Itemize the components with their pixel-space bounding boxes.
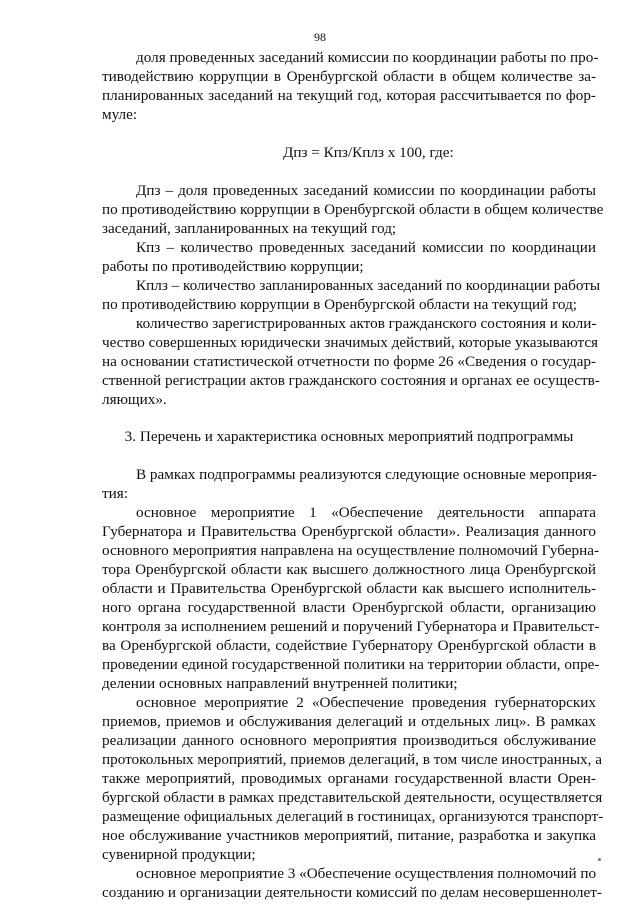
scan-speck <box>598 858 601 861</box>
paragraph-line: тора Оренбургской области как высшего должностного лица Оренбургской <box>102 561 596 578</box>
paragraph-line: работы по противодействию коррупции; <box>102 258 364 275</box>
paragraph-line: области и Правительства Оренбургской области как высшего исполнитель- <box>102 580 596 597</box>
paragraph-line: Кплз – количество запланированных заседаний по координации работы <box>136 277 601 294</box>
paragraph-line: основное мероприятие 3 «Обеспечение осуществления полномочий по <box>136 865 597 882</box>
paragraph-line: ственной регистрации актов гражданского состояния и органах ее осуществ- <box>102 372 600 389</box>
section-heading: 3. Перечень и характеристика основных мероприятий подпрограммы <box>124 428 574 445</box>
paragraph-line: контроля за исполнением решений и поручений Губернатора и Правительст- <box>102 618 600 635</box>
paragraph-line: проведении единой государственной политики на территории области, опре- <box>102 656 600 673</box>
paragraph-line: по противодействию коррупции в Оренбургской области на текущий год; <box>102 296 578 313</box>
paragraph-line: созданию и организации деятельности комиссий по делам несовершеннолет- <box>102 884 602 901</box>
paragraph-line: основное мероприятие 2 «Обеспечение проведения губернаторских <box>136 694 596 711</box>
paragraph-line: основное мероприятие 1 «Обеспечение деятельности аппарата <box>136 504 596 521</box>
paragraph-line: Губернатора и Правительства Оренбургской области». Реализация данного <box>102 523 596 540</box>
paragraph-line: тиводействию коррупции в Оренбургской области в общем количестве за- <box>102 68 596 85</box>
paragraph-line: ного органа государственной власти Оренбургской области, организацию <box>102 599 596 616</box>
paragraph-line: количество зарегистрированных актов гражданского состояния и коли- <box>136 315 597 332</box>
paragraph-line: реализации данного основного мероприятия производиться обслуживание <box>102 732 596 749</box>
page-number: 98 <box>314 30 326 44</box>
paragraph-line: на основании статистической отчетности по форме 26 «Сведения о государ- <box>102 353 596 370</box>
paragraph-line: муле: <box>102 106 138 123</box>
paragraph-line: сувенирной продукции; <box>102 846 256 863</box>
paragraph-line: доля проведенных заседаний комиссии по координации работы по про- <box>136 49 599 66</box>
paragraph-line: протокольных мероприятий, приемов делегаций, в том числе иностранных, а <box>102 751 602 768</box>
paragraph-line: ляющих». <box>102 391 167 408</box>
paragraph-line: Дпз – доля проведенных заседаний комиссии по координации работы <box>136 182 596 199</box>
paragraph-line: также мероприятий, проводимых органами государственной власти Орен- <box>102 770 596 787</box>
paragraph-line: по противодействию коррупции в Оренбургской области в общем количестве <box>102 201 604 218</box>
paragraph-line: ва Оренбургской области, содействие Губернатору Оренбургской области в <box>102 637 596 654</box>
paragraph-line: делении основных направлений внутренней политики; <box>102 675 458 692</box>
paragraph-line: чество совершенных юридически значимых действий, которые указываются <box>102 334 599 351</box>
paragraph-line: ное обслуживание участников мероприятий, питание, разработка и закупка <box>102 827 596 844</box>
paragraph-line: приемов, приемов и обслуживания делегаций и отдельных лиц». В рамках <box>102 713 596 730</box>
paragraph-line: Кпз – количество проведенных заседаний комиссии по координации <box>136 239 596 256</box>
paragraph-line: заседаний, запланированных на текущий год; <box>102 220 397 237</box>
paragraph-line: бургской области в рамках представительской деятельности, осуществляется <box>102 789 603 806</box>
paragraph-line: размещение официальных делегаций в гостиницах, организуются транспорт- <box>102 808 604 825</box>
paragraph-line: В рамках подпрограммы реализуются следующие основные мероприя- <box>136 466 597 483</box>
paragraph-line: планированных заседаний на текущий год, которая рассчитывается по фор- <box>102 87 596 104</box>
formula: Дпз = Кпз/Кплз х 100, где: <box>283 144 454 161</box>
paragraph-line: основного мероприятия направлена на осуществление полномочий Губерна- <box>102 542 600 559</box>
paragraph-line: тия: <box>102 485 128 502</box>
